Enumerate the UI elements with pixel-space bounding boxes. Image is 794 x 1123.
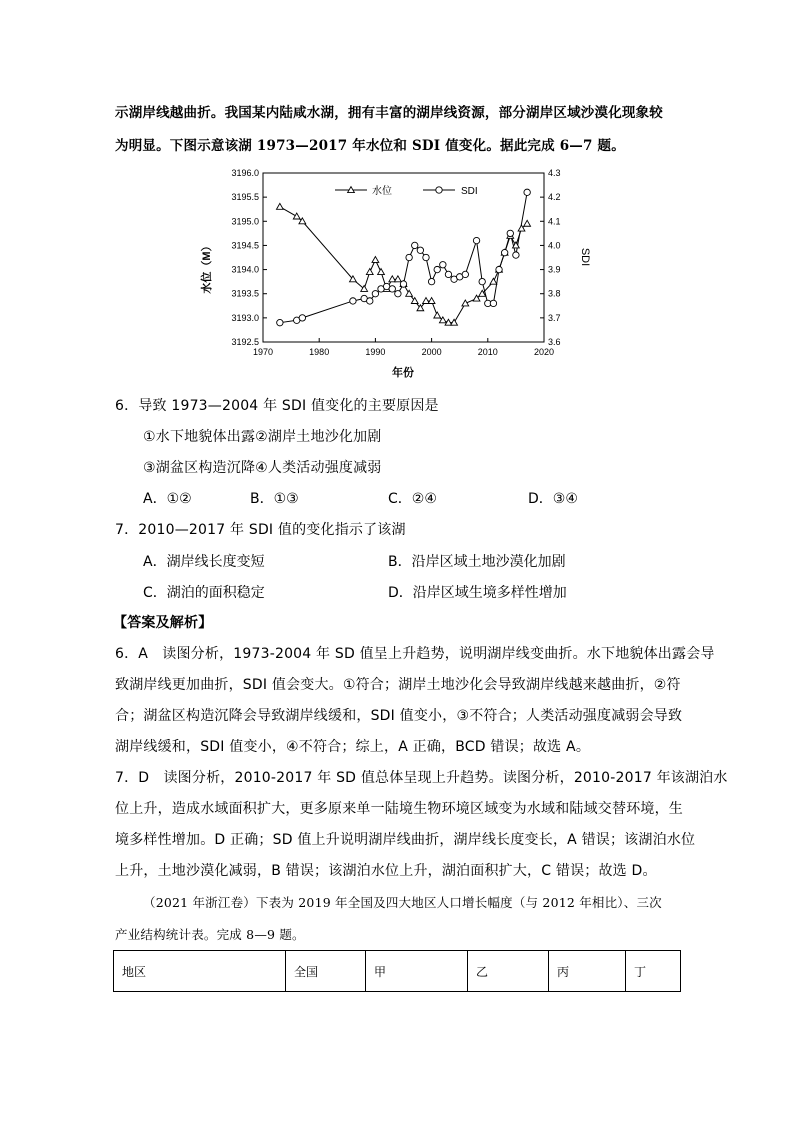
sdi-point xyxy=(417,247,423,253)
q6-option-d: D．③④ xyxy=(528,491,578,507)
sdi-point xyxy=(473,237,479,243)
table-header-cell: 甲 xyxy=(366,951,468,992)
sdi-point xyxy=(479,278,485,284)
answer-6-line-2: 致湖岸线更加曲折，SDI 值会变大。①符合；湖岸土地沙化会导致湖岸线越来越曲折，②符 xyxy=(115,677,681,693)
table-header-cell: 地区 xyxy=(114,951,286,992)
population-table xyxy=(113,950,681,992)
water-level-point xyxy=(366,269,373,275)
y-left-tick-label: 3192.5 xyxy=(231,337,259,347)
y-right-tick-label: 3.7 xyxy=(548,312,561,323)
q6-item-1: ①水下地貌体出露②湖岸土地沙化加剧 xyxy=(143,429,382,445)
q7-option-a: A．湖岸线长度变短 xyxy=(143,554,265,570)
y-left-tick-label: 3193.0 xyxy=(231,312,259,323)
answer-7-line-1: 7．D 读图分析，2010-2017 年 SD 值总体呈现上升趋势。读图分析，2010-2017 年该湖泊水 xyxy=(115,770,728,786)
answer-6-line-4: 湖岸线缓和，SDI 值变小，④不符合；综上，A 正确，BCD 错误；故选 A。 xyxy=(115,739,591,755)
x-tick-label: 1990 xyxy=(365,347,386,357)
water-level-point xyxy=(434,312,441,318)
y-right-tick-label: 4.2 xyxy=(548,192,561,203)
y-right-tick-label: 4.0 xyxy=(548,240,561,251)
answer-7-line-4: 上升，土地沙漠化减弱，B 错误；该湖泊水位上升，湖泊面积扩大，C 错误；故选 D。 xyxy=(115,863,657,879)
sdi-point xyxy=(395,291,401,297)
y-left-tick-label: 3196.0 xyxy=(231,168,259,178)
table-header-cell: 全国 xyxy=(286,951,366,992)
sdi-point xyxy=(372,291,378,297)
intro-line-2: 为明显。下图示意该湖 1973—2017 年水位和 SDI 值变化。据此完成 6—7 题。 xyxy=(115,138,625,154)
water-level-point xyxy=(406,290,413,296)
q6-option-c: C．②④ xyxy=(388,491,437,507)
q6-stem: 6．导致 1973—2004 年 SDI 值变化的主要原因是 xyxy=(115,398,439,414)
sdi-point xyxy=(434,266,440,272)
left-axis-ticks xyxy=(231,168,267,347)
intro-line-1: 示湖岸线越曲折。我国某内陆咸水湖，拥有丰富的湖岸线资源，部分湖岸区域沙漠化现象较 xyxy=(115,105,663,121)
sdi-point xyxy=(524,189,530,195)
q7-option-d: D．沿岸区域生境多样性增加 xyxy=(388,585,567,601)
sdi-point xyxy=(277,319,283,325)
y-left-tick-label: 3194.0 xyxy=(231,264,259,275)
y-left-tick-label: 3195.0 xyxy=(231,216,259,227)
x-axis-ticks xyxy=(253,338,554,357)
sdi-point xyxy=(440,262,446,268)
legend-sdi-label: SDI xyxy=(461,186,478,197)
sdi-point xyxy=(496,266,502,272)
x-tick-label: 2020 xyxy=(533,347,555,357)
sdi-point xyxy=(490,300,496,306)
y-left-tick-label: 3194.5 xyxy=(231,240,259,251)
answer-7-line-3: 境多样性增加。D 正确；SD 值上升说明湖岸线曲折，湖岸线长度变长，A 错误；该湖泊水位 xyxy=(115,832,696,848)
water-level-point xyxy=(490,278,497,284)
y-axis-right-label: SDI xyxy=(579,247,591,267)
x-tick-label: 1970 xyxy=(252,347,274,357)
chart-legend xyxy=(335,184,478,197)
sdi-point xyxy=(445,271,451,277)
q6-option-b: B．①③ xyxy=(250,491,299,507)
y-right-tick-label: 3.9 xyxy=(548,264,561,275)
water-level-point xyxy=(276,203,283,209)
legend-sdi-marker xyxy=(436,187,442,193)
y-left-tick-label: 3195.5 xyxy=(231,192,259,203)
sdi-point xyxy=(412,242,418,248)
y-right-tick-label: 3.8 xyxy=(548,288,561,299)
next-intro-line-1: （2021 年浙江卷）下表为 2019 年全国及四大地区人口增长幅度（与 2012 年相比）、三次 xyxy=(143,895,662,910)
y-right-tick-label: 4.1 xyxy=(548,216,561,227)
water-level-point xyxy=(524,220,531,226)
sdi-point xyxy=(513,252,519,258)
q7-option-c: C．湖泊的面积稳定 xyxy=(143,585,265,601)
sdi-point xyxy=(389,286,395,292)
water-level-sdi-chart xyxy=(195,160,595,382)
sdi-point xyxy=(501,249,507,255)
table-header-cell: 丁 xyxy=(626,951,681,992)
right-axis-ticks xyxy=(540,168,561,347)
legend-water-level-label: 水位 xyxy=(372,186,392,197)
q7-option-b: B．沿岸区域土地沙漠化加剧 xyxy=(388,554,566,570)
water-level-point xyxy=(462,300,469,306)
y-left-tick-label: 3193.5 xyxy=(231,288,259,299)
y-axis-left-label: 水位（M） xyxy=(201,240,213,294)
sdi-point xyxy=(507,230,513,236)
sdi-point xyxy=(406,254,412,260)
sdi-point xyxy=(428,278,434,284)
x-tick-label: 2010 xyxy=(477,347,498,357)
q6-option-a: A．①② xyxy=(143,491,192,507)
answer-heading: 【答案及解析】 xyxy=(113,615,213,631)
next-intro-line-2: 产业结构统计表。完成 8—9 题。 xyxy=(115,927,305,942)
q6-item-2: ③湖盆区构造沉降④人类活动强度减弱 xyxy=(143,460,382,476)
y-right-tick-label: 4.3 xyxy=(548,168,561,178)
sdi-point xyxy=(423,254,429,260)
answer-6-line-1: 6．A 读图分析，1973-2004 年 SD 值呈上升趋势，说明湖岸线变曲折。水下地貌体出露会导 xyxy=(115,646,715,662)
table-header-row xyxy=(114,951,681,992)
table-header-cell: 乙 xyxy=(468,951,549,992)
sdi-point xyxy=(462,271,468,277)
answer-7-line-2: 位上升，造成水域面积扩大，更多原来单一陆境生物环境区域变为水域和陆域交替环境，生 xyxy=(115,801,683,817)
answer-6-line-3: 合；湖盆区构造沉降会导致湖岸线缓和，SDI 值变小，③不符合；人类活动强度减弱会导致 xyxy=(115,708,683,724)
table-header-cell: 丙 xyxy=(549,951,626,992)
x-tick-label: 2000 xyxy=(421,347,442,357)
sdi-point xyxy=(299,315,305,321)
x-tick-label: 1980 xyxy=(309,347,330,357)
sdi-point xyxy=(400,281,406,287)
water-level-point xyxy=(378,269,385,275)
sdi-point xyxy=(350,298,356,304)
water-level-point xyxy=(293,213,300,219)
water-level-point xyxy=(372,257,379,263)
q7-stem: 7．2010—2017 年 SDI 值的变化指示了该湖 xyxy=(115,522,406,538)
sdi-point xyxy=(367,298,373,304)
series-markers xyxy=(276,189,530,326)
x-axis-label: 年份 xyxy=(392,367,414,379)
y-right-tick-label: 3.6 xyxy=(548,337,561,347)
